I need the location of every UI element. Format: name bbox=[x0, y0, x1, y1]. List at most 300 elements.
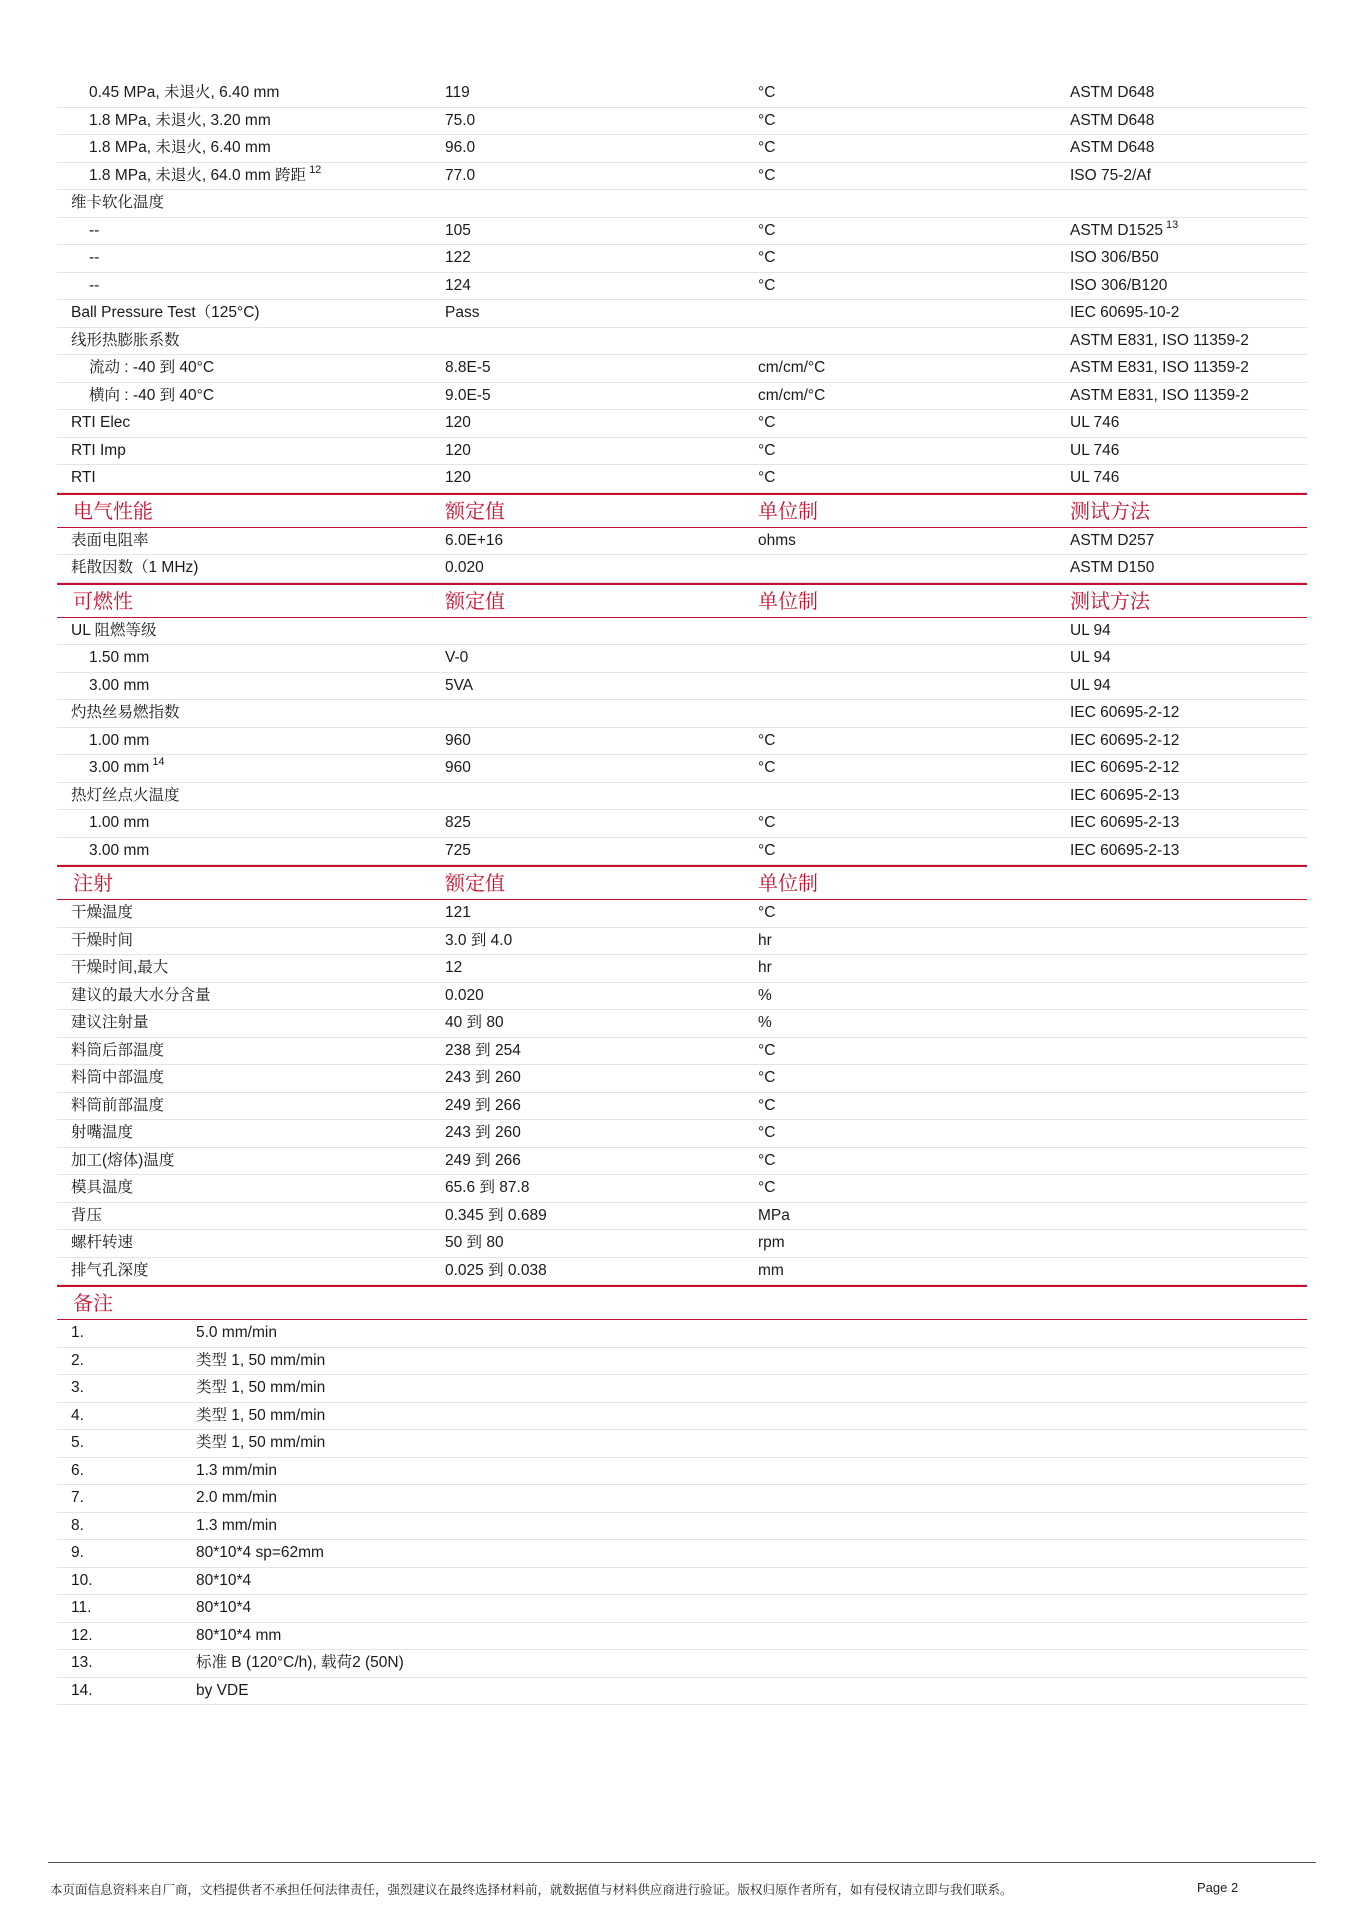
value-cell: 96.0 bbox=[445, 139, 476, 156]
property-name: 表面电阻率 bbox=[71, 531, 149, 549]
note-text: 标准 B (120°C/h), 载荷2 (50N) bbox=[196, 1654, 404, 1671]
table-row bbox=[57, 135, 1307, 163]
notes-header bbox=[57, 1285, 1307, 1320]
property-name: 1.00 mm bbox=[89, 814, 150, 831]
value-cell: 121 bbox=[445, 904, 471, 921]
unit-cell: MPa bbox=[758, 1206, 790, 1224]
note-number: 2. bbox=[71, 1351, 84, 1369]
property-cell bbox=[71, 1230, 133, 1257]
unit-cell: °C bbox=[758, 759, 776, 776]
table-row bbox=[57, 163, 1307, 191]
unit-cell: °C bbox=[758, 166, 776, 184]
header-method-label: 测试方法 bbox=[1070, 500, 1150, 523]
unit-cell: °C bbox=[758, 221, 776, 239]
property-cell bbox=[71, 955, 168, 982]
method-name: UL 746 bbox=[1070, 441, 1120, 459]
value-cell: 5VA bbox=[445, 676, 474, 694]
property-cell bbox=[89, 383, 214, 410]
value-cell: 960 bbox=[445, 731, 471, 749]
table-row bbox=[57, 1010, 1307, 1038]
value-cell: 0.345 到 0.689 bbox=[445, 1206, 547, 1224]
table-row bbox=[57, 383, 1307, 411]
note-number: 12. bbox=[71, 1626, 93, 1644]
table-row bbox=[57, 1065, 1307, 1093]
note-number: 1. bbox=[71, 1324, 84, 1341]
section-title: 电气性能 bbox=[73, 500, 153, 523]
note-text: 类型 1, 50 mm/min bbox=[196, 1379, 326, 1396]
property-name: UL 阻燃等级 bbox=[71, 621, 157, 639]
table-row bbox=[57, 700, 1307, 728]
property-name: 料筒前部温度 bbox=[71, 1096, 165, 1114]
property-name: 线形热膨胀系数 bbox=[71, 331, 180, 349]
method-name: ISO 75-2/Af bbox=[1070, 166, 1151, 184]
method-name: IEC 60695-2-12 bbox=[1070, 759, 1180, 776]
note-row bbox=[57, 1320, 1307, 1348]
property-name: RTI Elec bbox=[71, 414, 131, 431]
table-row bbox=[57, 1230, 1307, 1258]
note-number: 8. bbox=[71, 1516, 84, 1534]
note-text: 80*10*4 sp=62mm bbox=[196, 1544, 324, 1561]
table-row bbox=[57, 783, 1307, 811]
value-cell: 249 到 266 bbox=[445, 1096, 521, 1114]
method-name: ASTM E831, ISO 11359-2 bbox=[1070, 331, 1249, 349]
property-name: 模具温度 bbox=[71, 1179, 134, 1196]
method-cell bbox=[1070, 410, 1119, 437]
property-name: 3.00 mm bbox=[89, 676, 150, 694]
method-cell bbox=[1070, 838, 1179, 865]
unit-cell: °C bbox=[758, 414, 776, 431]
footnote-ref: 14 bbox=[152, 756, 165, 768]
table-row bbox=[57, 618, 1307, 646]
property-cell bbox=[71, 1038, 164, 1065]
property-name: 干燥温度 bbox=[71, 904, 134, 921]
method-cell bbox=[1070, 245, 1159, 272]
method-name: UL 94 bbox=[1070, 649, 1111, 666]
property-cell bbox=[71, 1258, 149, 1285]
property-cell bbox=[89, 355, 214, 382]
unit-cell: hr bbox=[758, 931, 772, 949]
property-cell bbox=[71, 618, 157, 645]
property-cell bbox=[71, 1175, 133, 1202]
method-name: IEC 60695-2-13 bbox=[1070, 841, 1180, 859]
footer-divider bbox=[48, 1862, 1316, 1863]
property-cell bbox=[71, 328, 180, 355]
footer-disclaimer: 本页面信息资料来自厂商，文档提供者不承担任何法律责任，强烈建议在最终选择材料前，就数据值与材料供应商进行验证。版权归原作者所有，如有侵权请立即与我们联系。 bbox=[50, 1883, 1013, 1897]
property-name: 1.00 mm bbox=[89, 731, 150, 749]
table-row bbox=[57, 645, 1307, 673]
property-name: Ball Pressure Test（125°C) bbox=[71, 304, 260, 321]
table-row bbox=[57, 328, 1307, 356]
property-name: 1.8 MPa, 未退火, 3.20 mm bbox=[89, 111, 271, 129]
note-row bbox=[57, 1540, 1307, 1568]
value-cell: 12 bbox=[445, 959, 463, 976]
table-row bbox=[57, 673, 1307, 701]
datasheet-table bbox=[57, 80, 1307, 1705]
section-title: 注射 bbox=[73, 873, 113, 895]
value-cell: 0.020 bbox=[445, 559, 484, 576]
property-cell bbox=[89, 163, 321, 190]
property-name: 料筒后部温度 bbox=[71, 1041, 165, 1059]
value-cell: 249 到 266 bbox=[445, 1151, 521, 1169]
unit-cell: °C bbox=[758, 111, 776, 129]
method-cell bbox=[1070, 355, 1249, 382]
table-row bbox=[57, 80, 1307, 108]
property-cell bbox=[71, 190, 164, 217]
note-text: 类型 1, 50 mm/min bbox=[196, 1434, 326, 1451]
value-cell: 825 bbox=[445, 814, 471, 831]
property-cell bbox=[89, 108, 271, 135]
property-name: 建议的最大水分含量 bbox=[71, 986, 211, 1004]
section-header bbox=[57, 583, 1307, 618]
method-name: IEC 60695-2-13 bbox=[1070, 786, 1180, 804]
table-row bbox=[57, 1175, 1307, 1203]
value-cell: 124 bbox=[445, 276, 471, 294]
method-cell bbox=[1070, 135, 1154, 162]
note-row bbox=[57, 1403, 1307, 1431]
note-number: 13. bbox=[71, 1654, 93, 1671]
value-cell: 960 bbox=[445, 759, 471, 776]
unit-cell: °C bbox=[758, 249, 776, 266]
value-cell: 119 bbox=[445, 84, 470, 101]
note-text: by VDE bbox=[196, 1681, 249, 1699]
property-name: 建议注射量 bbox=[71, 1014, 149, 1031]
method-cell bbox=[1070, 528, 1154, 555]
note-text: 80*10*4 bbox=[196, 1599, 252, 1616]
unit-cell: °C bbox=[758, 731, 776, 749]
note-row bbox=[57, 1678, 1307, 1706]
table-row bbox=[57, 1038, 1307, 1066]
method-cell bbox=[1070, 810, 1179, 837]
value-cell: 75.0 bbox=[445, 111, 476, 129]
property-name: 流动 : -40 到 40°C bbox=[89, 359, 215, 376]
note-number: 7. bbox=[71, 1489, 84, 1506]
page-number: Page 2 bbox=[1197, 1880, 1239, 1895]
property-cell bbox=[71, 1093, 164, 1120]
note-row bbox=[57, 1485, 1307, 1513]
value-cell: 120 bbox=[445, 469, 471, 486]
note-text: 80*10*4 mm bbox=[196, 1626, 282, 1644]
property-cell bbox=[89, 218, 99, 245]
property-cell bbox=[89, 673, 149, 700]
method-cell bbox=[1070, 465, 1119, 492]
method-name: ASTM D1525 bbox=[1070, 221, 1164, 239]
table-row bbox=[57, 528, 1307, 556]
value-cell: 50 到 80 bbox=[445, 1234, 504, 1251]
method-cell bbox=[1070, 218, 1178, 245]
method-name: ASTM D648 bbox=[1070, 139, 1155, 156]
property-cell bbox=[71, 1065, 164, 1092]
unit-cell: % bbox=[758, 986, 772, 1004]
section-title: 可燃性 bbox=[73, 590, 133, 613]
property-cell bbox=[71, 928, 133, 955]
unit-cell: cm/cm/°C bbox=[758, 386, 826, 404]
unit-cell: mm bbox=[758, 1261, 784, 1279]
note-number: 9. bbox=[71, 1544, 84, 1561]
value-cell: 120 bbox=[445, 441, 471, 459]
note-number: 5. bbox=[71, 1434, 84, 1451]
unit-cell: °C bbox=[758, 904, 776, 921]
value-cell: 0.020 bbox=[445, 986, 484, 1004]
method-cell bbox=[1070, 383, 1249, 410]
property-name: 1.8 MPa, 未退火, 6.40 mm bbox=[89, 139, 271, 156]
table-row bbox=[57, 1148, 1307, 1176]
method-cell bbox=[1070, 273, 1167, 300]
property-cell bbox=[89, 80, 279, 107]
table-row bbox=[57, 955, 1307, 983]
method-cell bbox=[1070, 673, 1111, 700]
note-number: 11. bbox=[71, 1599, 92, 1616]
table-row bbox=[57, 755, 1307, 783]
property-name: 3.00 mm bbox=[89, 841, 150, 859]
method-name: ASTM D648 bbox=[1070, 84, 1155, 101]
note-number: 4. bbox=[71, 1406, 84, 1424]
property-cell bbox=[89, 245, 99, 272]
section-header bbox=[57, 493, 1307, 528]
value-cell: 243 到 260 bbox=[445, 1069, 521, 1086]
property-name: RTI Imp bbox=[71, 441, 126, 459]
unit-cell: rpm bbox=[758, 1234, 785, 1251]
property-cell bbox=[89, 273, 99, 300]
property-cell bbox=[71, 1203, 102, 1230]
property-cell bbox=[71, 438, 126, 465]
note-text: 1.3 mm/min bbox=[196, 1516, 277, 1534]
note-row bbox=[57, 1513, 1307, 1541]
value-cell: 6.0E+16 bbox=[445, 531, 504, 549]
property-name: 料筒中部温度 bbox=[71, 1069, 165, 1086]
value-cell: 9.0E-5 bbox=[445, 386, 491, 404]
unit-cell: °C bbox=[758, 441, 776, 459]
method-cell bbox=[1070, 300, 1179, 327]
table-row bbox=[57, 1093, 1307, 1121]
value-cell: Pass bbox=[445, 304, 480, 321]
property-name: 干燥时间,最大 bbox=[71, 959, 169, 976]
table-row bbox=[57, 245, 1307, 273]
method-cell bbox=[1070, 555, 1154, 582]
value-cell: V-0 bbox=[445, 649, 469, 666]
unit-cell: °C bbox=[758, 1041, 776, 1059]
note-row bbox=[57, 1430, 1307, 1458]
value-cell: 122 bbox=[445, 249, 471, 266]
header-unit-label: 单位制 bbox=[758, 590, 818, 613]
note-text: 1.3 mm/min bbox=[196, 1461, 277, 1479]
property-cell bbox=[89, 755, 165, 782]
property-name: -- bbox=[89, 249, 100, 266]
note-row bbox=[57, 1458, 1307, 1486]
value-cell: 65.6 到 87.8 bbox=[445, 1179, 530, 1196]
note-text: 80*10*4 bbox=[196, 1571, 252, 1589]
note-text: 5.0 mm/min bbox=[196, 1324, 277, 1341]
method-name: ASTM E831, ISO 11359-2 bbox=[1070, 386, 1249, 404]
property-name: 0.45 MPa, 未退火, 6.40 mm bbox=[89, 84, 280, 101]
property-name: 维卡软化温度 bbox=[71, 194, 165, 211]
table-row bbox=[57, 728, 1307, 756]
note-text: 2.0 mm/min bbox=[196, 1489, 277, 1506]
table-row bbox=[57, 218, 1307, 246]
property-name: 干燥时间 bbox=[71, 931, 134, 949]
property-name: 射嘴温度 bbox=[71, 1124, 134, 1141]
header-value-label: 额定值 bbox=[445, 873, 505, 895]
method-name: IEC 60695-10-2 bbox=[1070, 304, 1180, 321]
notes-title: 备注 bbox=[73, 1293, 113, 1315]
property-cell bbox=[71, 528, 149, 555]
table-row bbox=[57, 438, 1307, 466]
unit-cell: hr bbox=[758, 959, 772, 976]
value-cell: 8.8E-5 bbox=[445, 359, 491, 376]
table-row bbox=[57, 838, 1307, 866]
property-cell bbox=[89, 135, 271, 162]
method-name: IEC 60695-2-13 bbox=[1070, 814, 1180, 831]
method-name: ASTM E831, ISO 11359-2 bbox=[1070, 359, 1249, 376]
value-cell: 40 到 80 bbox=[445, 1014, 504, 1031]
property-cell bbox=[89, 728, 149, 755]
table-row bbox=[57, 810, 1307, 838]
header-method-label: 测试方法 bbox=[1070, 590, 1150, 613]
method-cell bbox=[1070, 163, 1151, 190]
method-name: ASTM D257 bbox=[1070, 531, 1155, 549]
method-name: ASTM D648 bbox=[1070, 111, 1155, 129]
method-cell bbox=[1070, 700, 1179, 727]
unit-cell: °C bbox=[758, 1096, 776, 1114]
property-cell bbox=[71, 700, 180, 727]
property-cell bbox=[71, 783, 180, 810]
note-row bbox=[57, 1348, 1307, 1376]
property-name: 背压 bbox=[71, 1206, 103, 1224]
note-number: 3. bbox=[71, 1379, 84, 1396]
unit-cell: °C bbox=[758, 84, 776, 101]
method-name: IEC 60695-2-12 bbox=[1070, 731, 1180, 749]
property-cell bbox=[71, 1148, 174, 1175]
method-cell bbox=[1070, 645, 1111, 672]
unit-cell: °C bbox=[758, 1151, 776, 1169]
note-row bbox=[57, 1623, 1307, 1651]
note-row bbox=[57, 1650, 1307, 1678]
unit-cell: °C bbox=[758, 1069, 776, 1086]
method-cell bbox=[1070, 618, 1111, 645]
property-cell bbox=[71, 1120, 133, 1147]
method-cell bbox=[1070, 728, 1179, 755]
header-value-label: 额定值 bbox=[445, 590, 505, 613]
unit-cell: °C bbox=[758, 276, 776, 294]
table-row bbox=[57, 1120, 1307, 1148]
note-number: 6. bbox=[71, 1461, 84, 1479]
unit-cell: % bbox=[758, 1014, 772, 1031]
property-name: 热灯丝点火温度 bbox=[71, 786, 180, 804]
table-row bbox=[57, 190, 1307, 218]
table-row bbox=[57, 273, 1307, 301]
property-cell bbox=[71, 300, 260, 327]
value-cell: 238 到 254 bbox=[445, 1041, 521, 1059]
property-cell bbox=[71, 1010, 149, 1037]
table-row bbox=[57, 410, 1307, 438]
method-cell bbox=[1070, 328, 1249, 355]
note-text: 类型 1, 50 mm/min bbox=[196, 1351, 326, 1369]
property-cell bbox=[71, 900, 133, 927]
note-row bbox=[57, 1375, 1307, 1403]
unit-cell: °C bbox=[758, 469, 776, 486]
table-row bbox=[57, 983, 1307, 1011]
note-row bbox=[57, 1595, 1307, 1623]
table-row bbox=[57, 465, 1307, 493]
property-name: 横向 : -40 到 40°C bbox=[89, 386, 215, 404]
footnote-ref: 12 bbox=[309, 163, 322, 176]
property-cell bbox=[71, 465, 96, 492]
unit-cell: cm/cm/°C bbox=[758, 359, 826, 376]
header-unit-label: 单位制 bbox=[758, 500, 818, 523]
property-name: 1.8 MPa, 未退火, 64.0 mm 跨距 bbox=[89, 166, 307, 184]
property-name: -- bbox=[89, 221, 100, 239]
note-number: 14. bbox=[71, 1681, 93, 1699]
unit-cell: °C bbox=[758, 1124, 776, 1141]
value-cell: 0.025 到 0.038 bbox=[445, 1261, 547, 1279]
property-name: 灼热丝易燃指数 bbox=[71, 704, 180, 721]
method-cell bbox=[1070, 108, 1154, 135]
property-cell bbox=[89, 810, 149, 837]
property-cell bbox=[89, 645, 149, 672]
property-cell bbox=[71, 983, 211, 1010]
property-cell bbox=[89, 838, 149, 865]
property-name: 螺杆转速 bbox=[71, 1234, 134, 1251]
table-row bbox=[57, 1203, 1307, 1231]
unit-cell: °C bbox=[758, 814, 776, 831]
property-name: RTI bbox=[71, 469, 96, 486]
note-number: 10. bbox=[71, 1571, 93, 1589]
property-name: 耗散因数（1 MHz) bbox=[71, 559, 199, 576]
property-name: 3.00 mm bbox=[89, 759, 150, 776]
table-row bbox=[57, 555, 1307, 583]
unit-cell: °C bbox=[758, 139, 776, 156]
property-cell bbox=[71, 555, 198, 582]
table-row bbox=[57, 355, 1307, 383]
method-cell bbox=[1070, 755, 1179, 782]
value-cell: 105 bbox=[445, 221, 471, 239]
method-name: IEC 60695-2-12 bbox=[1070, 704, 1180, 721]
property-name: 排气孔深度 bbox=[71, 1261, 149, 1279]
value-cell: 77.0 bbox=[445, 166, 476, 184]
footnote-ref: 13 bbox=[1166, 218, 1179, 231]
value-cell: 120 bbox=[445, 414, 471, 431]
method-name: ISO 306/B50 bbox=[1070, 249, 1159, 266]
method-name: UL 94 bbox=[1070, 621, 1111, 639]
property-name: 加工(熔体)温度 bbox=[71, 1151, 175, 1169]
method-name: ISO 306/B120 bbox=[1070, 276, 1168, 294]
method-name: UL 746 bbox=[1070, 469, 1120, 486]
method-cell bbox=[1070, 438, 1119, 465]
property-name: -- bbox=[89, 276, 100, 294]
property-cell bbox=[71, 410, 130, 437]
value-cell: 3.0 到 4.0 bbox=[445, 931, 513, 949]
unit-cell: ohms bbox=[758, 531, 796, 549]
method-name: ASTM D150 bbox=[1070, 559, 1155, 576]
table-row bbox=[57, 1258, 1307, 1286]
note-text: 类型 1, 50 mm/min bbox=[196, 1406, 326, 1424]
table-row bbox=[57, 928, 1307, 956]
value-cell: 725 bbox=[445, 841, 471, 859]
property-name: 1.50 mm bbox=[89, 649, 150, 666]
note-row bbox=[57, 1568, 1307, 1596]
table-row bbox=[57, 900, 1307, 928]
method-name: UL 746 bbox=[1070, 414, 1120, 431]
method-name: UL 94 bbox=[1070, 676, 1111, 694]
header-value-label: 额定值 bbox=[445, 500, 505, 523]
unit-cell: °C bbox=[758, 1179, 776, 1196]
section-header bbox=[57, 865, 1307, 900]
table-row bbox=[57, 300, 1307, 328]
header-unit-label: 单位制 bbox=[758, 873, 818, 895]
method-cell bbox=[1070, 80, 1154, 107]
unit-cell: °C bbox=[758, 841, 776, 859]
value-cell: 243 到 260 bbox=[445, 1124, 521, 1141]
method-cell bbox=[1070, 783, 1179, 810]
